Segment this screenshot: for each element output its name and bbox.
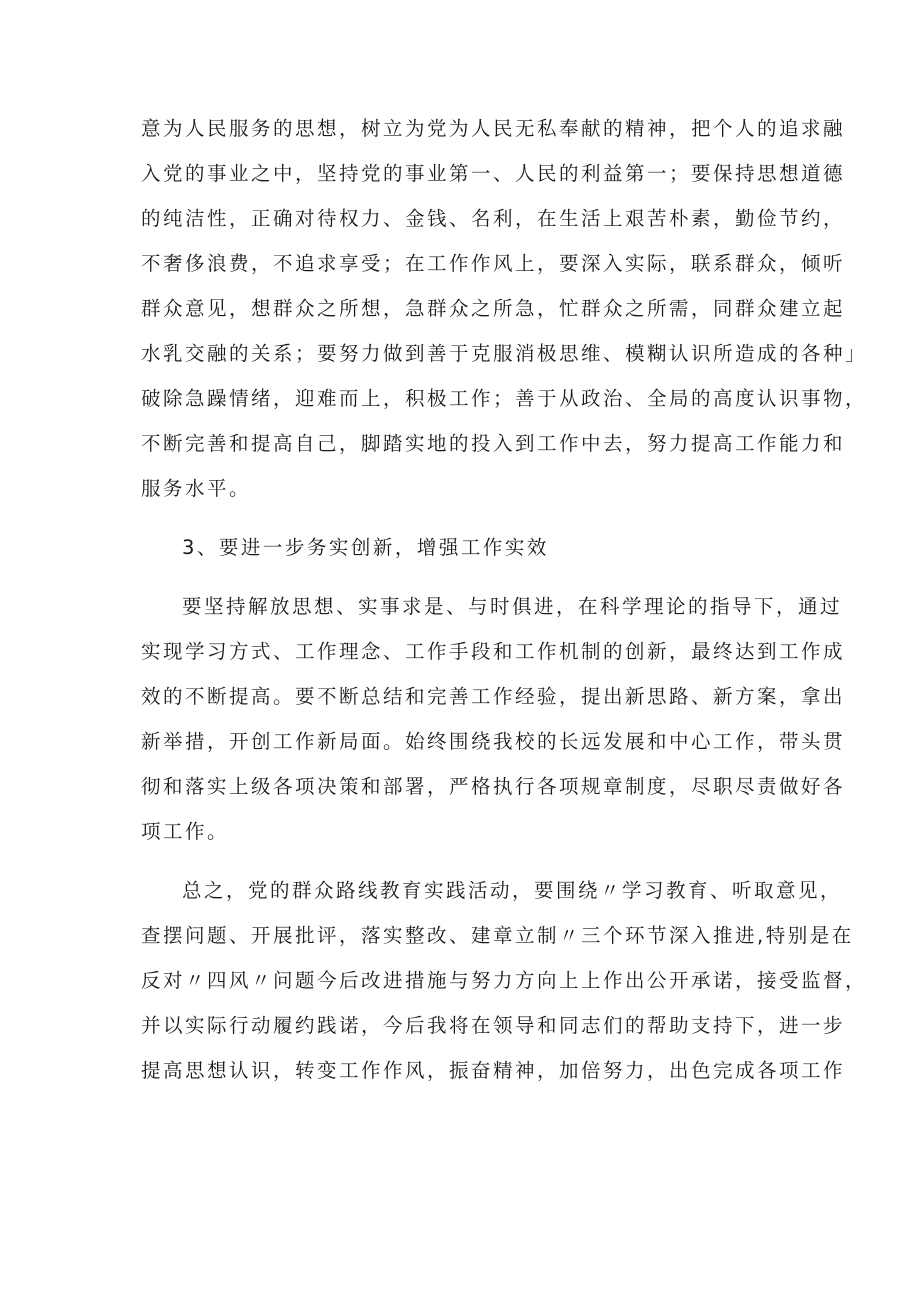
paragraph-1-line-4: 不奢侈浪费，不追求享受；在工作作风上，要深入实际，联系群众，倾听 xyxy=(141,252,846,275)
paragraph-3-line-1: 总之，党的群众路线教育实践活动，要围绕〃学习教育、听取意见， xyxy=(182,879,843,902)
paragraph-1-line-6: 水乳交融的关系；要努力做到善于克服消极思维、模糊认识所造成的各种」 xyxy=(141,342,868,365)
paragraph-1-line-5: 群众意见，想群众之所想，急群众之所急，忙群众之所需，同群众建立起 xyxy=(141,297,846,320)
paragraph-1-line-1: 意为人民服务的思想，树立为党为人民无私奉献的精神，把个人的追求融 xyxy=(141,117,846,140)
paragraph-1-line-3: 的纯洁性，正确对待权力、金钱、名利，在生活上艰苦朴素，勤俭节约， xyxy=(141,207,846,230)
paragraph-3-line-3: 反对〃四风〃问题今后改进措施与努力方向上上作出公开承诺，接受监督， xyxy=(141,969,868,992)
paragraph-3-line-4: 并以实际行动履约践诺，今后我将在领导和同志们的帮助支持下，进一步 xyxy=(141,1014,846,1037)
paragraph-3-line-2: 查摆问题、开展批评，落实整改、建章立制〃三个环节深入推进,特别是在 xyxy=(141,924,854,947)
paragraph-2-line-5: 彻和落实上级各项决策和部署，严格执行各项规章制度，尽职尽责做好各 xyxy=(141,775,846,798)
paragraph-2-line-2: 实现学习方式、工作理念、工作手段和工作机制的创新，最终达到工作成 xyxy=(141,640,846,663)
paragraph-2-line-3: 效的不断提高。要不断总结和完善工作经验，提出新思路、新方案，拿出 xyxy=(141,685,846,708)
paragraph-1-line-9: 服务水平。 xyxy=(141,477,252,500)
paragraph-2-line-4: 新举措，开创工作新局面。始终围绕我校的长远发展和中心工作，带头贯 xyxy=(141,730,846,753)
paragraph-3-line-5: 提高思想认识，转变工作作风，振奋精神，加倍努力，出色完成各项工作 xyxy=(141,1059,846,1082)
paragraph-1-line-2: 入党的事业之中，坚持党的事业第一、人民的利益第一；要保持思想道德 xyxy=(141,162,846,185)
section-heading-3: 3、要进一步务实创新，增强工作实效 xyxy=(182,536,549,559)
paragraph-1-line-8: 不断完善和提高自己，脚踏实地的投入到工作中去，努力提高工作能力和 xyxy=(141,432,846,455)
paragraph-2-line-6: 项工作。 xyxy=(141,820,230,843)
paragraph-1-line-7: 破除急躁情绪，迎难而上，积极工作；善于从政治、全局的高度认识事物， xyxy=(141,387,868,410)
paragraph-2-line-1: 要坚持解放思想、实事求是、与时俱进，在科学理论的指导下，通过 xyxy=(182,595,843,618)
